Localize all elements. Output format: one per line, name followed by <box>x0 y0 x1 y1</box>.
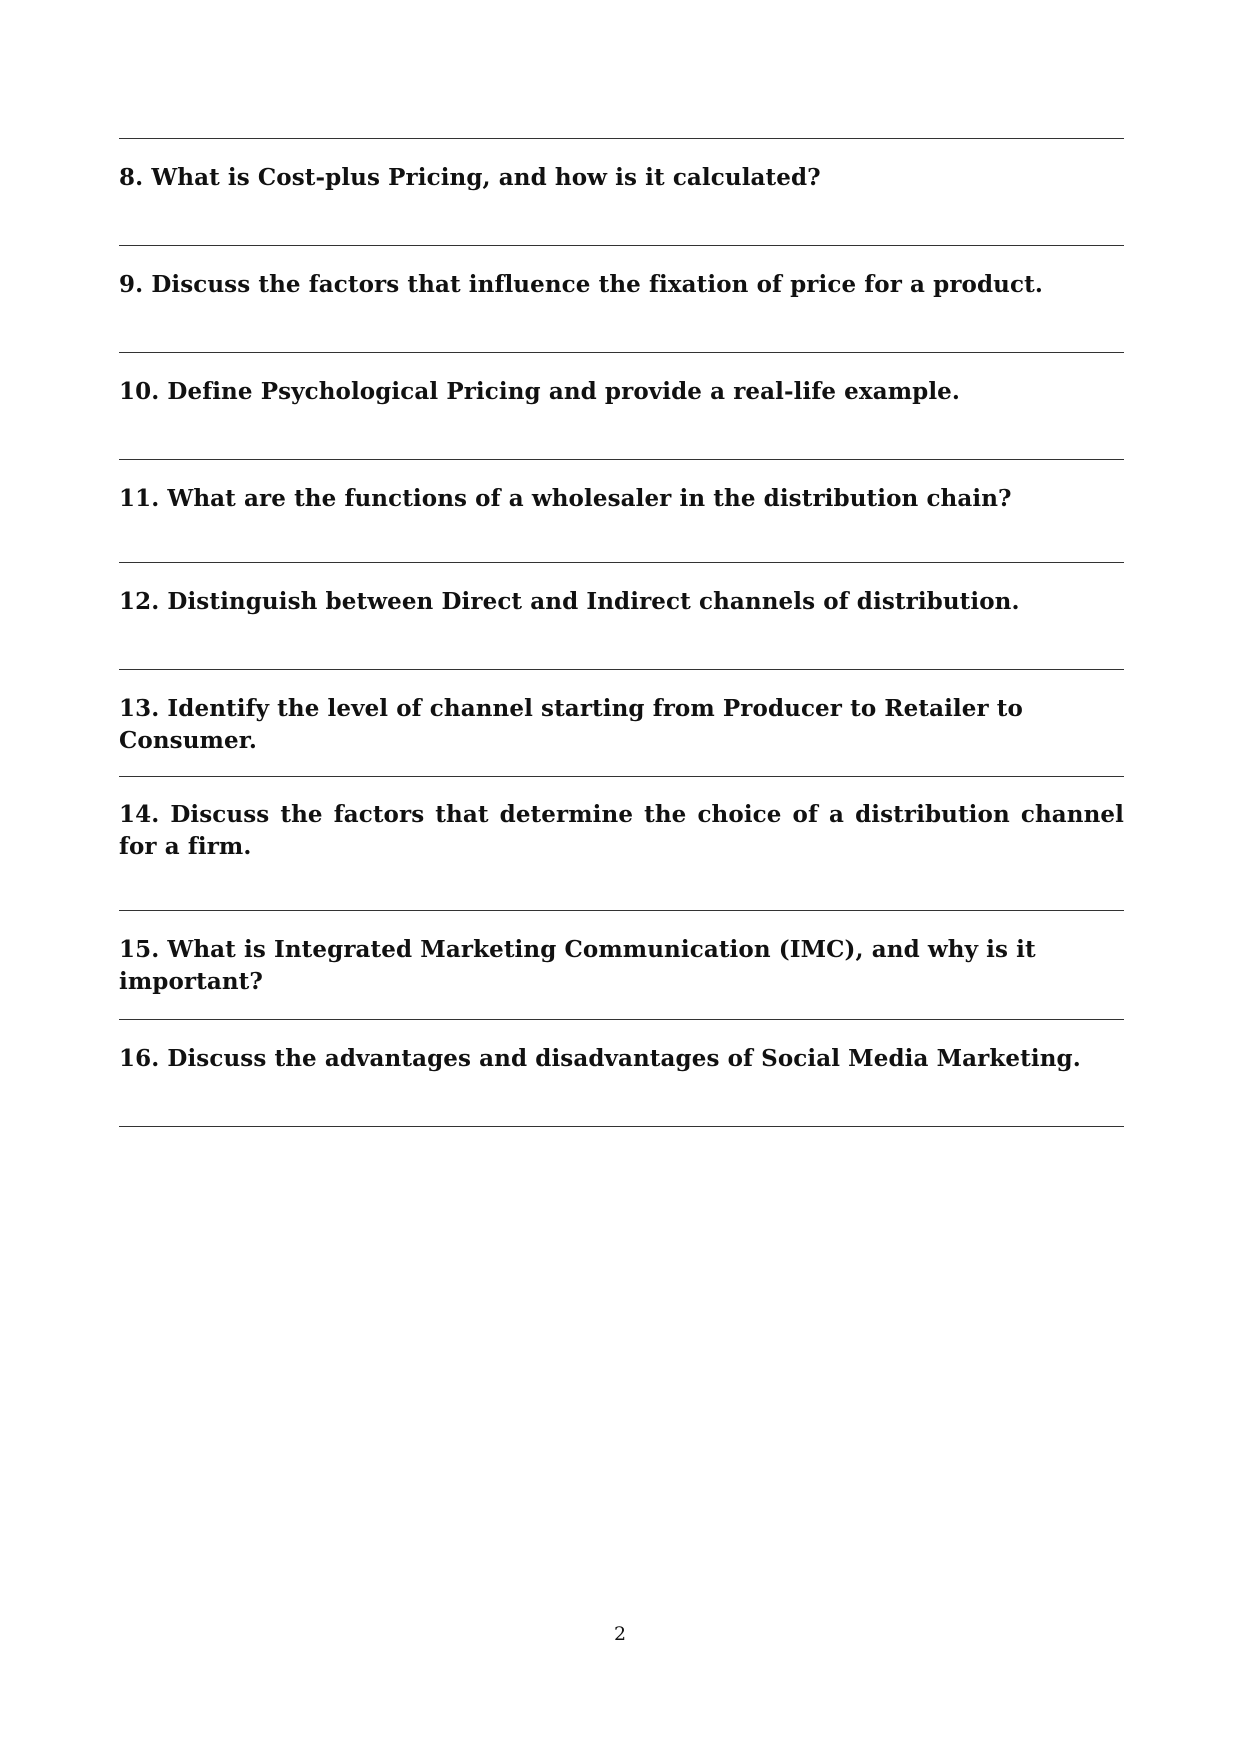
question-15: 15. What is Integrated Marketing Communication (IMC), and why is it important? <box>119 936 1036 995</box>
question-13: 13. Identify the level of channel starting from Producer to Retailer to Consumer. <box>119 695 1023 754</box>
divider-line <box>119 459 1124 460</box>
divider-line <box>119 352 1124 353</box>
divider-line <box>119 245 1124 246</box>
question-10: 10. Define Psychological Pricing and provide a real-life example. <box>119 378 961 405</box>
divider-line <box>119 562 1124 563</box>
divider-line <box>119 910 1124 911</box>
question-16: 16. Discuss the advantages and disadvantages of Social Media Marketing. <box>119 1045 1081 1072</box>
question-11: 11. What are the functions of a wholesaler in the distribution chain? <box>119 485 1012 512</box>
question-8: 8. What is Cost-plus Pricing, and how is it calculated? <box>119 164 821 191</box>
question-12: 12. Distinguish between Direct and Indirect channels of distribution. <box>119 588 1020 615</box>
divider-line <box>119 1019 1124 1020</box>
divider-line <box>119 1126 1124 1127</box>
divider-line <box>119 776 1124 777</box>
divider-line <box>119 669 1124 670</box>
page-number: 2 <box>613 1623 627 1645</box>
question-9: 9. Discuss the factors that influence the fixation of price for a product. <box>119 271 1043 298</box>
question-14: 14. Discuss the factors that determine the choice of a distribution channel for a firm. <box>119 801 1124 860</box>
divider-line <box>119 138 1124 139</box>
